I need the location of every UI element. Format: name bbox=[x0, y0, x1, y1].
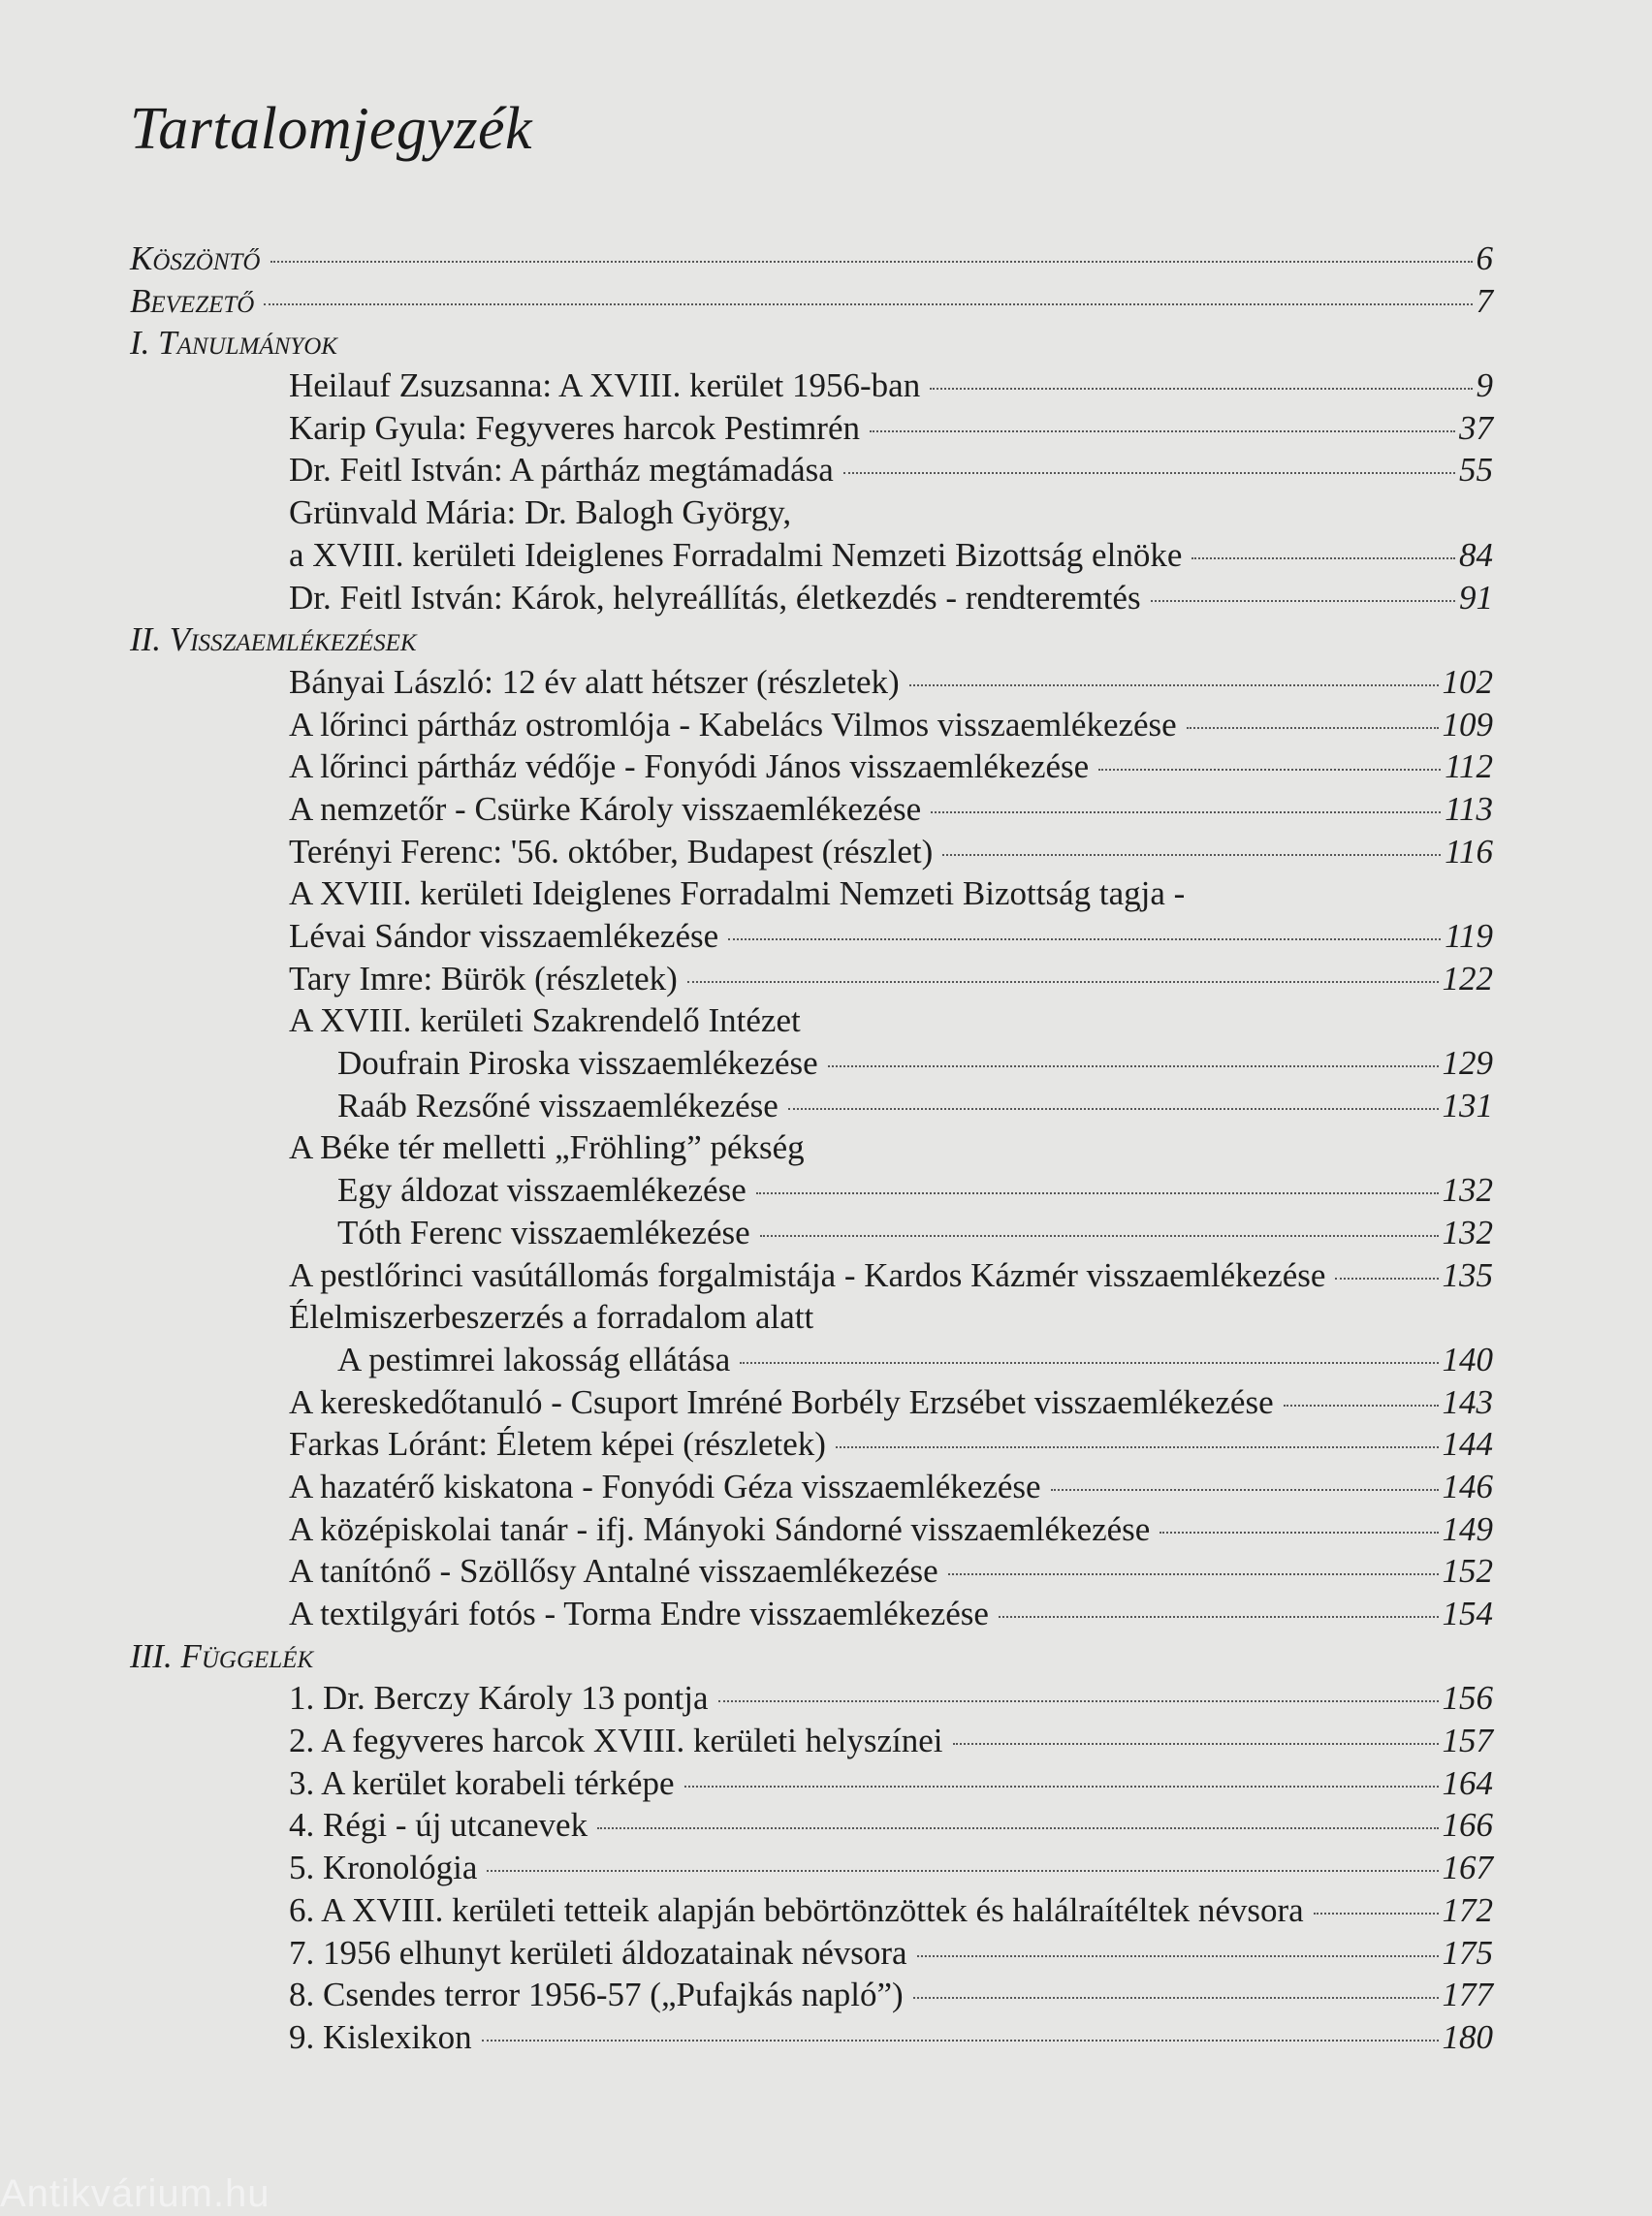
toc-section-heading bbox=[130, 1635, 1493, 1678]
toc-entry-title: II. Visszaemlékezések bbox=[130, 620, 417, 659]
toc-page-number: 144 bbox=[1442, 1425, 1493, 1464]
toc-page-number: 143 bbox=[1442, 1382, 1493, 1421]
toc-entry-title: Köszöntő bbox=[130, 239, 261, 277]
toc-entry-title: 1. Dr. Berczy Károly 13 pontja bbox=[289, 1679, 709, 1718]
toc-entry bbox=[130, 1593, 1493, 1635]
toc-entry bbox=[130, 745, 1493, 788]
toc-page-number: 84 bbox=[1459, 535, 1493, 574]
toc-entry bbox=[130, 872, 1493, 915]
toc-page-number: 129 bbox=[1442, 1044, 1493, 1083]
toc-page-number: 135 bbox=[1442, 1255, 1493, 1294]
toc-entry-title: Grünvald Mária: Dr. Balogh György, bbox=[289, 493, 792, 532]
toc-entry bbox=[130, 661, 1493, 704]
dot-leader bbox=[953, 1742, 1439, 1745]
toc-section-heading bbox=[130, 618, 1493, 661]
dot-leader bbox=[264, 302, 1472, 305]
toc-page-number: 164 bbox=[1442, 1763, 1493, 1802]
dot-leader bbox=[1314, 1912, 1439, 1915]
toc-entry-title: III. Függelék bbox=[130, 1636, 314, 1675]
toc-entry-title: a XVIII. kerületi Ideiglenes Forradalmi Nemzeti Bizottság elnöke bbox=[289, 535, 1183, 574]
toc-page-number: 175 bbox=[1442, 1933, 1493, 1972]
toc-entry-title: Tary Imre: Bürök (részletek) bbox=[289, 959, 678, 997]
toc-page-number: 102 bbox=[1442, 662, 1493, 701]
toc-entry bbox=[130, 1720, 1493, 1762]
toc-entry-title: 2. A fegyveres harcok XVIII. kerületi helyszínei bbox=[289, 1722, 943, 1760]
toc-entry-title: A lőrinci pártház védője - Fonyódi János visszaemlékezése bbox=[289, 747, 1090, 786]
toc-entry bbox=[130, 1339, 1493, 1381]
toc-entry bbox=[130, 1847, 1493, 1889]
dot-leader bbox=[843, 471, 1455, 474]
toc-section-heading bbox=[130, 322, 1493, 364]
toc-entry bbox=[130, 788, 1493, 831]
toc-entry bbox=[130, 915, 1493, 958]
toc-entry-title: Dr. Feitl István: A pártház megtámadása bbox=[289, 451, 834, 490]
toc-entry bbox=[130, 704, 1493, 746]
toc-entry bbox=[130, 1932, 1493, 1975]
toc-entry bbox=[130, 364, 1493, 407]
dot-leader bbox=[1284, 1404, 1439, 1407]
toc-entry-title: 6. A XVIII. kerületi tetteik alapján bebörtönzöttek és halálraítéltek névsora bbox=[289, 1890, 1304, 1929]
toc-entry bbox=[130, 1423, 1493, 1466]
toc-entry-title: Karip Gyula: Fegyveres harcok Pestimrén bbox=[289, 408, 861, 447]
toc-entry bbox=[130, 449, 1493, 491]
toc-entry bbox=[130, 1974, 1493, 2016]
toc-page-number: 131 bbox=[1442, 1086, 1493, 1124]
toc-entry-title: A Béke tér melletti „Fröhling” pékség bbox=[289, 1128, 805, 1167]
table-of-contents bbox=[130, 237, 1493, 2059]
dot-leader bbox=[1051, 1488, 1439, 1491]
toc-entry bbox=[130, 1508, 1493, 1551]
dot-leader bbox=[1335, 1277, 1438, 1280]
toc-entry-title: Élelmiszerbeszerzés a forradalom alatt bbox=[289, 1298, 814, 1337]
toc-page-number: 180 bbox=[1442, 2017, 1493, 2056]
dot-leader bbox=[728, 937, 1441, 940]
toc-entry-title: I. Tanulmányok bbox=[130, 324, 337, 363]
toc-page-number: 140 bbox=[1442, 1340, 1493, 1378]
toc-entry-title: 5. Kronológia bbox=[289, 1849, 478, 1887]
toc-page-number: 112 bbox=[1445, 747, 1493, 786]
toc-entry-title: Lévai Sándor visszaemlékezése bbox=[289, 917, 719, 955]
dot-leader bbox=[718, 1699, 1439, 1702]
toc-entry bbox=[130, 407, 1493, 450]
toc-entry bbox=[130, 831, 1493, 873]
toc-page-number: 122 bbox=[1442, 959, 1493, 997]
toc-entry bbox=[130, 1550, 1493, 1593]
toc-entry-title: A XVIII. kerületi Ideiglenes Forradalmi Nemzeti Bizottság tagja - bbox=[289, 874, 1186, 913]
dot-leader bbox=[999, 1615, 1439, 1618]
toc-page-number: 146 bbox=[1442, 1467, 1493, 1505]
toc-entry bbox=[130, 1126, 1493, 1169]
dot-leader bbox=[909, 683, 1439, 686]
toc-page-number: 6 bbox=[1476, 239, 1493, 277]
dot-leader bbox=[756, 1191, 1439, 1194]
toc-page-number: 113 bbox=[1445, 789, 1493, 828]
toc-page-number: 109 bbox=[1442, 705, 1493, 744]
toc-entry-title: A pestimrei lakosság ellátása bbox=[337, 1340, 731, 1378]
toc-entry bbox=[130, 1212, 1493, 1254]
toc-entry-title: A pestlőrinci vasútállomás forgalmistája - Kardos Kázmér visszaemlékezése bbox=[289, 1255, 1326, 1294]
dot-leader bbox=[740, 1361, 1438, 1364]
dot-leader bbox=[270, 260, 1473, 263]
dot-leader bbox=[487, 1869, 1438, 1872]
toc-entry-title: Tóth Ferenc visszaemlékezése bbox=[337, 1213, 750, 1251]
toc-page-number: 156 bbox=[1442, 1679, 1493, 1718]
toc-page-number: 152 bbox=[1442, 1552, 1493, 1591]
toc-entry bbox=[130, 2016, 1493, 2059]
toc-entry bbox=[130, 534, 1493, 577]
toc-entry-title: Dr. Feitl István: Károk, helyreállítás, életkezdés - rendteremtés bbox=[289, 578, 1141, 617]
toc-entry-title: A tanítónő - Szöllősy Antalné visszaemlékezése bbox=[289, 1552, 938, 1591]
toc-section-heading bbox=[130, 237, 1493, 280]
dot-leader bbox=[788, 1107, 1439, 1110]
dot-leader bbox=[948, 1572, 1439, 1575]
toc-entry-title: A nemzetőr - Csürke Károly visszaemlékezése bbox=[289, 789, 922, 828]
toc-entry-title: 4. Régi - új utcanevek bbox=[289, 1806, 588, 1845]
toc-entry-title: A textilgyári fotós - Torma Endre visszaemlékezése bbox=[289, 1595, 989, 1632]
toc-entry-title: Raáb Rezsőné visszaemlékezése bbox=[337, 1086, 778, 1124]
dot-leader bbox=[1187, 726, 1439, 729]
toc-entry bbox=[130, 958, 1493, 1000]
toc-entry-title: 9. Kislexikon bbox=[289, 2017, 472, 2056]
toc-page-number: 37 bbox=[1459, 408, 1493, 447]
dot-leader bbox=[931, 810, 1441, 813]
toc-entry bbox=[130, 1889, 1493, 1932]
toc-entry bbox=[130, 1804, 1493, 1847]
toc-page-number: 167 bbox=[1442, 1849, 1493, 1887]
toc-entry-title: Bányai László: 12 év alatt hétszer (részletek) bbox=[289, 662, 900, 701]
dot-leader bbox=[597, 1826, 1438, 1829]
dot-leader bbox=[828, 1064, 1439, 1067]
toc-entry bbox=[130, 1762, 1493, 1805]
dot-leader bbox=[1191, 556, 1455, 559]
toc-entry-title: A lőrinci pártház ostromlója - Kabelács Vilmos visszaemlékezése bbox=[289, 705, 1177, 744]
toc-entry-title: Bevezető bbox=[130, 281, 255, 320]
toc-entry bbox=[130, 1381, 1493, 1424]
dot-leader bbox=[1151, 599, 1455, 602]
toc-page-number: 55 bbox=[1459, 451, 1493, 490]
toc-page-number: 119 bbox=[1445, 917, 1493, 955]
toc-section-heading bbox=[130, 280, 1493, 323]
toc-entry-title: A hazatérő kiskatona - Fonyódi Géza visszaemlékezése bbox=[289, 1467, 1041, 1505]
dot-leader bbox=[942, 853, 1441, 856]
dot-leader bbox=[684, 1785, 1439, 1788]
dot-leader bbox=[836, 1445, 1439, 1448]
toc-entry-title: Farkas Lóránt: Életem képei (részletek) bbox=[289, 1425, 826, 1464]
toc-entry-title: Heilauf Zsuzsanna: A XVIII. kerület 1956-ban bbox=[289, 366, 921, 405]
toc-page-number: 132 bbox=[1442, 1171, 1493, 1210]
toc-page-number: 116 bbox=[1445, 832, 1493, 871]
dot-leader bbox=[482, 2039, 1439, 2042]
toc-page-number: 132 bbox=[1442, 1213, 1493, 1251]
toc-page-number: 172 bbox=[1442, 1890, 1493, 1929]
toc-entry-title: Doufrain Piroska visszaemlékezése bbox=[337, 1044, 818, 1083]
watermark: Antikvárium.hu bbox=[0, 2172, 270, 2215]
toc-entry bbox=[130, 577, 1493, 619]
page-title: Tartalomjegyzék bbox=[130, 96, 533, 162]
dot-leader bbox=[930, 387, 1472, 390]
toc-entry-title: Terényi Ferenc: '56. október, Budapest (részlet) bbox=[289, 832, 934, 871]
toc-entry-title: A középiskolai tanár - ifj. Mányoki Sándorné visszaemlékezése bbox=[289, 1509, 1151, 1548]
toc-page-number: 157 bbox=[1442, 1722, 1493, 1760]
toc-entry-title: A kereskedőtanuló - Csuport Imréné Borbély Erzsébet visszaemlékezése bbox=[289, 1382, 1274, 1421]
toc-page-number: 154 bbox=[1442, 1595, 1493, 1632]
toc-entry bbox=[130, 999, 1493, 1042]
toc-page-number: 149 bbox=[1442, 1509, 1493, 1548]
toc-entry bbox=[130, 1042, 1493, 1085]
toc-entry bbox=[130, 491, 1493, 534]
toc-entry bbox=[130, 1254, 1493, 1297]
dot-leader bbox=[913, 1996, 1439, 1999]
toc-entry bbox=[130, 1677, 1493, 1720]
toc-entry-title: 7. 1956 elhunyt kerületi áldozatainak névsora bbox=[289, 1933, 907, 1972]
toc-page-number: 166 bbox=[1442, 1806, 1493, 1845]
toc-entry bbox=[130, 1169, 1493, 1212]
toc-entry bbox=[130, 1085, 1493, 1127]
dot-leader bbox=[687, 980, 1439, 983]
toc-entry-title: A XVIII. kerületi Szakrendelő Intézet bbox=[289, 1001, 801, 1040]
toc-page-number: 9 bbox=[1476, 366, 1493, 405]
dot-leader bbox=[760, 1234, 1439, 1237]
toc-entry-title: Egy áldozat visszaemlékezése bbox=[337, 1171, 747, 1210]
toc-entry bbox=[130, 1296, 1493, 1339]
toc-entry-title: 3. A kerület korabeli térképe bbox=[289, 1763, 675, 1802]
dot-leader bbox=[1098, 768, 1441, 771]
toc-entry-title: 8. Csendes terror 1956-57 („Pufajkás napló”) bbox=[289, 1976, 904, 2014]
toc-entry bbox=[130, 1466, 1493, 1508]
dot-leader bbox=[917, 1954, 1439, 1957]
dot-leader bbox=[870, 429, 1455, 432]
toc-page-number: 91 bbox=[1459, 578, 1493, 617]
dot-leader bbox=[1160, 1531, 1438, 1534]
toc-page-number: 177 bbox=[1442, 1976, 1493, 2014]
toc-page-number: 7 bbox=[1476, 281, 1493, 320]
